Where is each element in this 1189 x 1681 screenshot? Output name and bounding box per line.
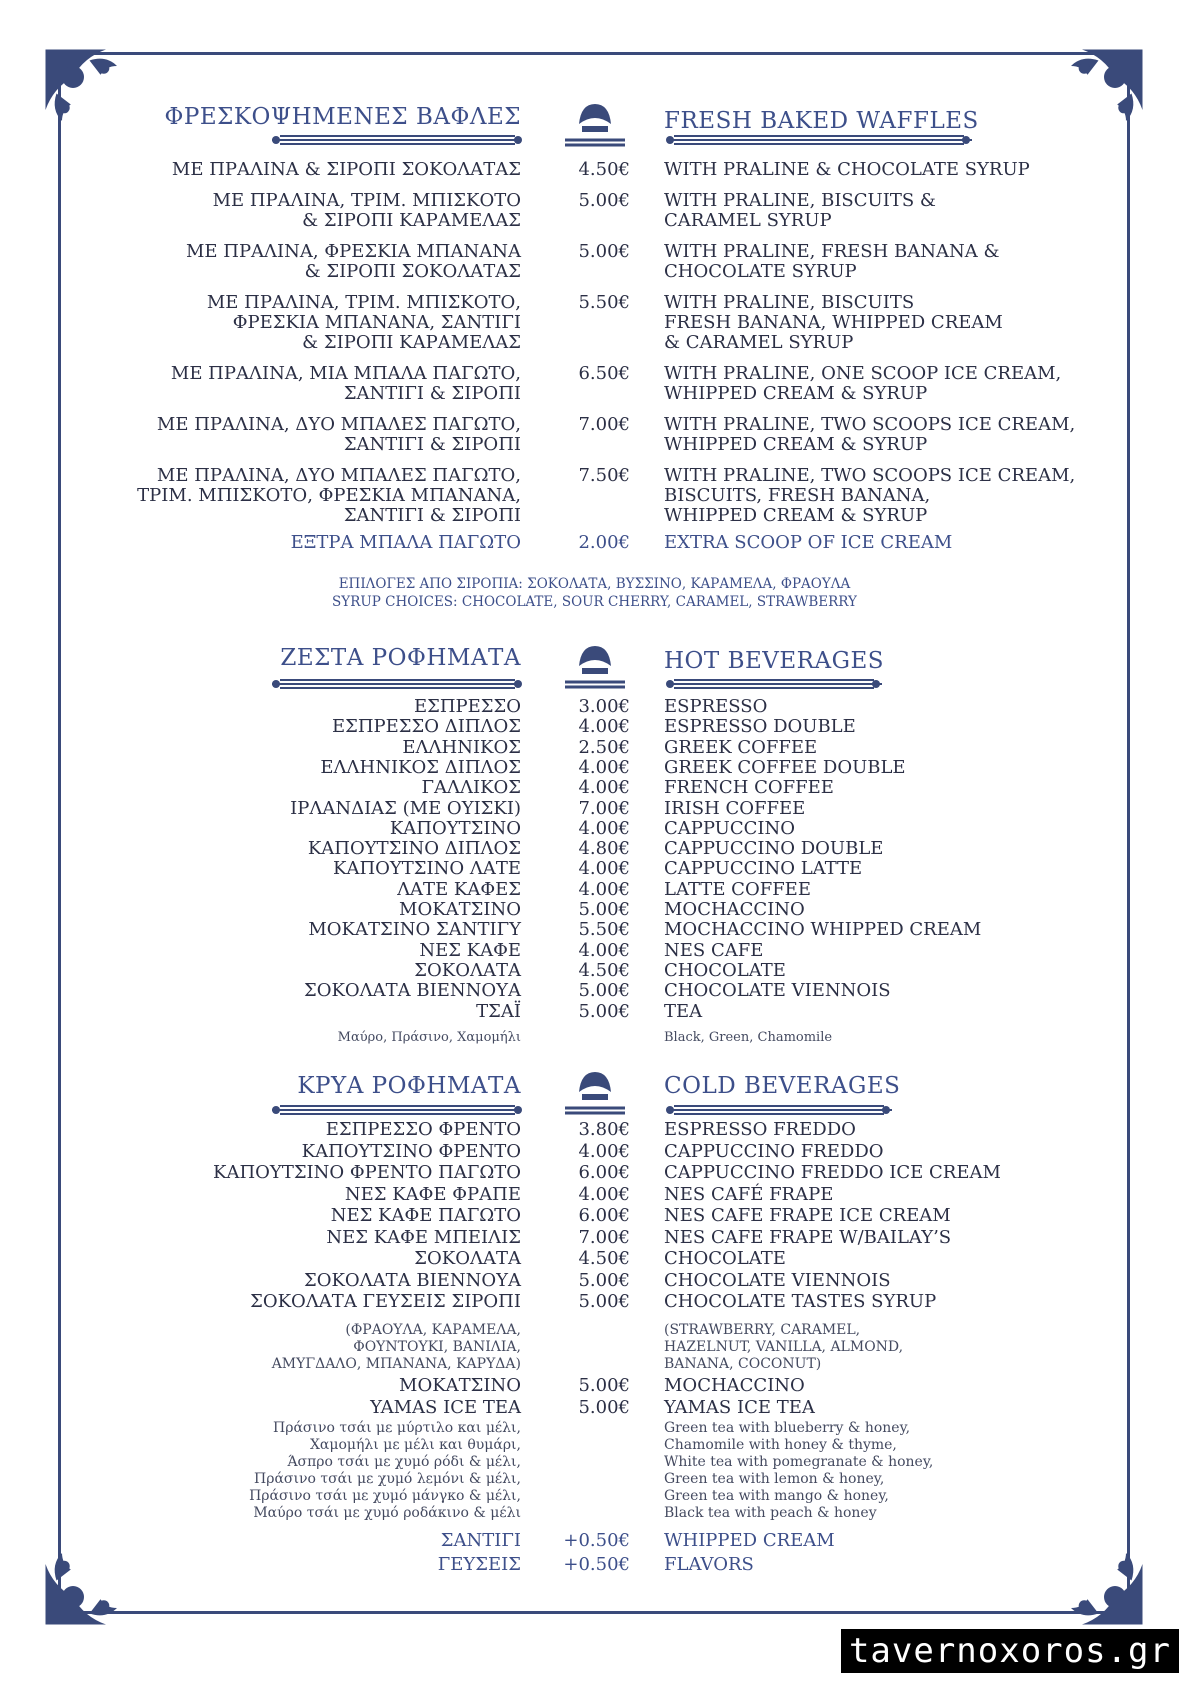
item-name-gr: ΜΕ ΠΡΑΛΙΝΑ, ΤΡΙΜ. ΜΠΙΣΚΟΤΟ, ΦΡΕΣΚΙΑ ΜΠΑΝΑΝΑ, ΣΑΝΤΙΓΙ & ΣΙΡΟΠΙ ΚΑΡΑΜΕΛΑΣ <box>206 292 521 353</box>
flourish-divider <box>270 1102 525 1116</box>
item-name-en: MOCHACCINO <box>664 899 805 920</box>
flavor-list-gr: (ΦΡΑΟΥΛΑ, ΚΑΡΑΜΕΛΑ, ΦΟΥΝΤΟΥΚΙ, ΒΑΝΙΛΙΑ, ΑΜΥΓΔΑΛΟ, ΜΠΑΝΑΝΑ, ΚΑΡΥΔΑ) <box>271 1322 521 1372</box>
item-name-gr: ΕΛΛΗΝΙΚΟΣ ΔΙΠΛΟΣ <box>320 756 521 778</box>
tea-note-gr: Μαύρο, Πράσινο, Χαμομήλι <box>337 1030 521 1045</box>
item-name-en: YAMAS ICE TEA <box>664 1397 815 1418</box>
item-name-en: EXTRA SCOOP OF ICE CREAM <box>664 532 953 553</box>
item-name-en: CAPPUCCINO FREDDO <box>664 1140 884 1162</box>
item-name-en: WITH PRALINE, BISCUITS FRESH BANANA, WHIPPED CREAM & CARAMEL SYRUP <box>664 292 1003 353</box>
flourish-divider <box>270 132 525 146</box>
item-price: 5.00€ <box>578 1269 630 1291</box>
item-price: 4.00€ <box>578 878 630 900</box>
item-price: 4.00€ <box>578 1140 630 1162</box>
item-name-en: ESPRESSO FREDDO <box>664 1119 856 1140</box>
item-name-en: CHOCOLATE VIENNOIS <box>664 980 891 1002</box>
item-price: 2.50€ <box>578 736 630 758</box>
item-name-en: WHIPPED CREAM <box>664 1530 835 1551</box>
item-name-gr: ΣΟΚΟΛΑΤΑ ΓΕΥΣΕΙΣ ΣΙΡΟΠΙ <box>250 1291 521 1312</box>
item-name-en: WITH PRALINE, ONE SCOOP ICE CREAM, WHIPPED CREAM & SYRUP <box>664 363 1062 404</box>
item-price: 7.00€ <box>578 797 630 819</box>
flavor-list-en: (STRAWBERRY, CARAMEL, HAZELNUT, VANILLA, ALMOND, BANANA, COCONUT) <box>664 1322 904 1372</box>
item-name-en: ESPRESSO DOUBLE <box>664 716 856 738</box>
item-price: 3.80€ <box>578 1119 630 1140</box>
item-name-en: GREEK COFFEE <box>664 736 818 758</box>
item-name-gr: ΜΕ ΠΡΑΛΙΝΑ, ΤΡΙΜ. ΜΠΙΣΚΟΤΟ & ΣΙΡΟΠΙ ΚΑΡΑΜΕΛΑΣ <box>212 190 521 231</box>
corner-ornament-icon <box>1038 44 1148 154</box>
item-name-en: NES CAFE FRAPE ICE CREAM <box>664 1205 951 1226</box>
item-name-en: NES CAFE <box>664 939 764 961</box>
item-name-gr: ΜΕ ΠΡΑΛΙΝΑ, ΦΡΕΣΚΙΑ ΜΠΑΝΑΝΑ & ΣΙΡΟΠΙ ΣΟΚΟΛΑΤΑΣ <box>185 241 521 282</box>
item-name-gr: ΝΕΣ ΚΑΦΕ ΠΑΓΩΤΟ <box>330 1205 521 1226</box>
item-name-gr: ΜΕ ΠΡΑΛΙΝΑ, ΔΥΟ ΜΠΑΛΕΣ ΠΑΓΩΤΟ, ΣΑΝΤΙΓΙ & ΣΙΡΟΠΙ <box>156 414 521 455</box>
site-watermark: tavernoxoros.gr <box>841 1629 1179 1673</box>
item-name-gr: ΝΕΣ ΚΑΦΕ <box>419 939 521 961</box>
item-name-en: WITH PRALINE, BISCUITS & CARAMEL SYRUP <box>664 190 936 231</box>
syrup-choices-gr: ΕΠΙΛΟΓΕΣ ΑΠΟ ΣΙΡΟΠΙΑ: ΣΟΚΟΛΑΤΑ, ΒΥΣΣΙΝΟ, ΚΑΡΑΜΕΛΑ, ΦΡΑΟΥΛΑ <box>338 576 851 592</box>
item-name-gr: ΕΣΠΡΕΣΣΟ ΦΡΕΝΤΟ <box>325 1119 521 1140</box>
item-name-gr: ΣΟΚΟΛΑΤΑ ΒΙΕΝΝΟΥΑ <box>303 1269 521 1291</box>
item-price: 5.00€ <box>578 980 630 1002</box>
item-price: 4.00€ <box>578 817 630 839</box>
item-name-en: MOCHACCINO WHIPPED CREAM <box>664 919 982 941</box>
corner-ornament-icon <box>1038 1520 1148 1630</box>
item-price: 4.50€ <box>578 959 630 981</box>
flourish-divider <box>664 1102 894 1116</box>
item-name-en: CAPPUCCINO <box>664 817 796 839</box>
item-price: 5.00€ <box>578 241 630 262</box>
item-price: 6.00€ <box>578 1162 630 1183</box>
item-name-gr: ΛΑΤΕ ΚΑΦΕΣ <box>397 878 521 900</box>
item-name-gr: ΕΛΛΗΝΙΚΟΣ <box>402 736 521 758</box>
cold-title-gr: ΚΡΥΑ ΡΟΦΗΜΑΤΑ <box>297 1073 521 1099</box>
item-name-gr: ΓΑΛΛΙΚΟΣ <box>421 777 521 799</box>
item-name-gr: ΜΟΚΑΤΣΙΝΟ <box>399 899 521 920</box>
item-price: 3.00€ <box>578 696 630 717</box>
item-price: 5.50€ <box>578 919 630 941</box>
ice-tea-flavors-gr: Πράσινο τσάι με μύρτιλο και μέλι, Χαμομήλι με μέλι και θυμάρι, Άσπρο τσάι με χυμό ρόδι & μέλι, Πράσινο τσάι με χυμό λεμόνι & μέλι, Πράσινο τσάι με χυμό μάνγκο & μέλι, Μαύρο τσάι με χυμό ροδάκινο & μέλι <box>249 1420 521 1521</box>
tea-note-en: Black, Green, Chamomile <box>664 1030 833 1045</box>
corner-ornament-icon <box>40 1520 150 1630</box>
item-name-gr: ΣΟΚΟΛΑΤΑ <box>414 1248 521 1269</box>
item-name-en: ESPRESSO <box>664 696 768 717</box>
item-name-gr: ΜΕ ΠΡΑΛΙΝΑ, ΔΥΟ ΜΠΑΛΕΣ ΠΑΓΩΤΟ, ΤΡΙΜ. ΜΠΙΣΚΟΤΟ, ΦΡΕΣΚΙΑ ΜΠΑΝΑΝΑ, ΣΑΝΤΙΓΙ & ΣΙΡΟΠΙ <box>137 465 521 526</box>
item-price: 5.00€ <box>578 1000 630 1022</box>
item-name-en: WITH PRALINE, TWO SCOOPS ICE CREAM, BISCUITS, FRESH BANANA, WHIPPED CREAM & SYRUP <box>664 465 1076 526</box>
item-name-gr: ΙΡΛΑΝΔΙΑΣ (ΜΕ ΟΥΙΣΚΙ) <box>290 797 521 819</box>
hot-title-gr: ΖΕΣΤΑ ΡΟΦΗΜΑΤΑ <box>280 645 521 671</box>
item-name-en: WITH PRALINE, TWO SCOOPS ICE CREAM, WHIPPED CREAM & SYRUP <box>664 414 1076 455</box>
item-price: 4.50€ <box>578 159 630 180</box>
item-name-en: NES CAFÉ FRAPE <box>664 1183 834 1205</box>
item-name-en: WITH PRALINE, FRESH BANANA & CHOCOLATE SYRUP <box>664 241 1000 282</box>
item-name-en: GREEK COFFEE DOUBLE <box>664 756 906 778</box>
item-price: 6.50€ <box>578 363 630 384</box>
item-name-en: CHOCOLATE VIENNOIS <box>664 1269 891 1291</box>
hot-title-en: HOT BEVERAGES <box>664 648 885 674</box>
item-name-gr: ΚΑΠΟΥΤΣΙΝΟ ΦΡΕΝΤΟ <box>301 1140 521 1162</box>
flourish-divider <box>664 676 884 690</box>
waffles-title-gr: ΦΡΕΣΚΟΨΗΜΕΝΕΣ ΒΑΦΛΕΣ <box>164 104 521 130</box>
item-name-gr: ΚΑΠΟΥΤΣΙΝΟ ΦΡΕΝΤΟ ΠΑΓΩΤΟ <box>213 1162 521 1183</box>
item-name-en: CAPPUCCINO FREDDO ICE CREAM <box>664 1162 1001 1183</box>
item-name-gr: ΜΟΚΑΤΣΙΝΟ <box>399 1375 521 1396</box>
item-price: 5.00€ <box>578 899 630 920</box>
item-name-gr: ΝΕΣ ΚΑΦΕ ΦΡΑΠΕ <box>344 1183 521 1205</box>
item-name-gr: ΜΕ ΠΡΑΛΙΝΑ & ΣΙΡΟΠΙ ΣΟΚΟΛΑΤΑΣ <box>171 159 521 180</box>
item-price: 4.00€ <box>578 858 630 880</box>
item-name-gr: ΣΟΚΟΛΑΤΑ <box>414 959 521 981</box>
item-name-en: MOCHACCINO <box>664 1375 805 1396</box>
cold-title-en: COLD BEVERAGES <box>664 1073 901 1099</box>
item-price: +0.50€ <box>563 1530 630 1551</box>
item-price: 7.00€ <box>578 1226 630 1248</box>
item-name-gr: ΚΑΠΟΥΤΣΙΝΟ ΛΑΤΕ <box>333 858 521 880</box>
item-name-en: WITH PRALINE & CHOCOLATE SYRUP <box>664 159 1030 180</box>
item-name-en: CHOCOLATE <box>664 959 786 981</box>
item-name-en: NES CAFE FRAPE W/BAILAY’S <box>664 1226 952 1248</box>
item-name-en: CHOCOLATE <box>664 1248 786 1269</box>
item-price: 5.00€ <box>578 1397 630 1418</box>
item-price: 4.00€ <box>578 1183 630 1205</box>
item-price: 5.00€ <box>578 1375 630 1396</box>
syrup-choices-en: SYRUP CHOICES: CHOCOLATE, SOUR CHERRY, CARAMEL, STRAWBERRY <box>332 594 857 610</box>
shell-emblem-icon <box>560 100 630 150</box>
item-name-gr: ΜΟΚΑΤΣΙΝΟ ΣΑΝΤΙΓΥ <box>308 919 521 941</box>
item-name-en: FRENCH COFFEE <box>664 777 834 799</box>
item-price: 4.00€ <box>578 756 630 778</box>
item-name-gr: YAMAS ICE TEA <box>370 1397 521 1418</box>
item-price: 7.00€ <box>578 414 630 435</box>
corner-ornament-icon <box>40 44 150 154</box>
item-name-gr: ΤΣΑΪ <box>476 1000 521 1022</box>
item-price: 4.00€ <box>578 939 630 961</box>
shell-emblem-icon <box>560 1068 630 1118</box>
item-price: 5.00€ <box>578 1291 630 1312</box>
item-price: 4.50€ <box>578 1248 630 1269</box>
item-price: 5.50€ <box>578 292 630 313</box>
item-name-gr: ΚΑΠΟΥΤΣΙΝΟ <box>389 817 521 839</box>
ice-tea-flavors-en: Green tea with blueberry & honey, Chamomile with honey & thyme, White tea with pomegranate & honey, Green tea with lemon & honey, Green tea with mango & honey, Black tea with peach & honey <box>664 1420 934 1521</box>
item-price: +0.50€ <box>563 1554 630 1575</box>
item-name-en: CAPPUCCINO LATTE <box>664 858 863 880</box>
item-price: 4.00€ <box>578 777 630 799</box>
item-name-gr: ΕΣΠΡΕΣΣΟ ΔΙΠΛΟΣ <box>331 716 521 738</box>
item-price: 5.00€ <box>578 190 630 211</box>
item-name-en: CAPPUCCINO DOUBLE <box>664 838 884 860</box>
item-name-gr: ΣΟΚΟΛΑΤΑ ΒΙΕΝΝΟΥΑ <box>303 980 521 1002</box>
flourish-divider <box>270 676 525 690</box>
item-name-gr: ΣΑΝΤΙΓΙ <box>440 1530 521 1551</box>
item-price: 2.00€ <box>578 532 630 553</box>
item-name-en: CHOCOLATE TASTES SYRUP <box>664 1291 937 1312</box>
item-name-en: FLAVORS <box>664 1554 754 1575</box>
item-price: 6.00€ <box>578 1205 630 1226</box>
flourish-divider <box>664 132 974 146</box>
item-price: 4.00€ <box>578 716 630 738</box>
item-price: 4.80€ <box>578 838 630 860</box>
item-name-gr: ΕΣΠΡΕΣΣΟ <box>413 696 521 717</box>
item-name-gr: ΝΕΣ ΚΑΦΕ ΜΠΕΙΛΙΣ <box>326 1226 521 1248</box>
item-name-gr: ΓΕΥΣΕΙΣ <box>437 1554 521 1575</box>
item-name-gr: ΚΑΠΟΥΤΣΙΝΟ ΔΙΠΛΟΣ <box>307 838 521 860</box>
item-name-en: TEA <box>664 1000 703 1022</box>
item-name-en: LATTE COFFEE <box>664 878 811 900</box>
shell-emblem-icon <box>560 642 630 692</box>
item-name-gr: ΕΞΤΡΑ ΜΠΑΛΑ ΠΑΓΩΤΟ <box>290 532 521 553</box>
item-name-en: IRISH COFFEE <box>664 797 806 819</box>
waffles-title-en: FRESH BAKED WAFFLES <box>664 108 979 134</box>
item-price: 7.50€ <box>578 465 630 486</box>
item-name-gr: ΜΕ ΠΡΑΛΙΝΑ, ΜΙΑ ΜΠΑΛΑ ΠΑΓΩΤΟ, ΣΑΝΤΙΓΙ & ΣΙΡΟΠΙ <box>170 363 521 404</box>
